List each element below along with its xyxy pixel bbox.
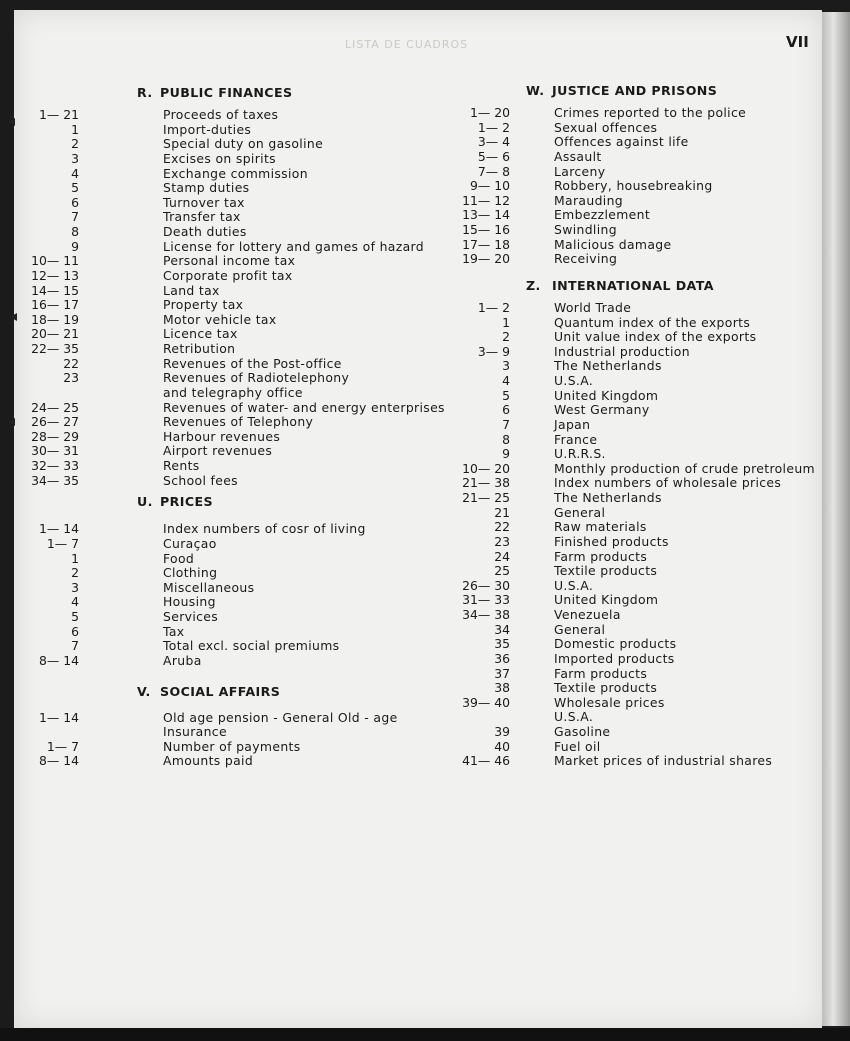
toc-row bbox=[20, 123, 440, 138]
section-heading bbox=[20, 685, 440, 700]
table-title: Corporate profit tax bbox=[163, 267, 293, 283]
toc-row bbox=[440, 150, 820, 165]
table-title: France bbox=[554, 431, 598, 447]
toc-row bbox=[20, 654, 440, 669]
table-title: Farm products bbox=[554, 548, 648, 564]
section-heading bbox=[20, 495, 440, 510]
table-title: Insurance bbox=[163, 724, 227, 740]
table-reference: 41— 46 bbox=[462, 753, 510, 769]
section-letter: U. bbox=[137, 494, 153, 510]
toc-row bbox=[20, 298, 440, 313]
toc-row bbox=[440, 359, 820, 374]
table-title: Revenues of water- and energy enterprises bbox=[163, 399, 445, 415]
table-reference: 4 bbox=[71, 594, 79, 610]
toc-row bbox=[440, 165, 820, 180]
table-reference: 34— 38 bbox=[462, 607, 510, 622]
toc-row bbox=[20, 399, 445, 416]
toc-row bbox=[440, 106, 820, 121]
table-title: Robbery, housebreaking bbox=[554, 178, 713, 194]
toc-row bbox=[20, 444, 440, 459]
table-reference: 28— 29 bbox=[31, 428, 79, 444]
table-title: Services bbox=[163, 609, 219, 624]
section-letter: W. bbox=[526, 83, 545, 98]
table-title: U.S.A. bbox=[554, 709, 594, 725]
table-reference: 8 bbox=[71, 224, 79, 239]
toc-row bbox=[20, 415, 440, 430]
toc-row bbox=[440, 121, 820, 136]
table-title: World Trade bbox=[554, 299, 632, 315]
toc-row bbox=[20, 522, 440, 537]
table-reference: 10— 11 bbox=[31, 253, 79, 269]
toc-row bbox=[20, 566, 440, 581]
table-title: Curaçao bbox=[163, 535, 217, 551]
table-reference: 6 bbox=[71, 194, 79, 210]
table-title: Miscellaneous bbox=[163, 579, 255, 595]
table-title: Marauding bbox=[554, 192, 623, 208]
toc-row bbox=[440, 374, 820, 389]
toc-row bbox=[440, 389, 820, 404]
table-reference: 3— 9 bbox=[477, 343, 510, 359]
table-reference: 31— 33 bbox=[462, 592, 510, 608]
table-reference: 5 bbox=[502, 387, 510, 403]
table-reference: 8— 14 bbox=[39, 753, 79, 769]
toc-row bbox=[440, 238, 820, 253]
toc-row bbox=[20, 474, 440, 489]
toc-row bbox=[440, 725, 820, 740]
table-title: Receiving bbox=[554, 251, 618, 267]
toc-row bbox=[20, 459, 440, 474]
toc-row bbox=[20, 269, 440, 284]
table-reference: 13— 14 bbox=[462, 207, 510, 223]
toc-row bbox=[440, 520, 820, 535]
table-title: Special duty on gasoline bbox=[163, 136, 324, 152]
toc-row bbox=[20, 327, 440, 342]
table-reference: 1 bbox=[502, 314, 510, 330]
table-title: Sexual offences bbox=[554, 119, 658, 135]
table-reference: 37 bbox=[494, 665, 510, 681]
toc-row bbox=[20, 284, 440, 299]
table-reference: 7 bbox=[71, 209, 79, 225]
table-title: Amounts paid bbox=[163, 753, 254, 769]
table-title: Assault bbox=[554, 148, 602, 164]
toc-row bbox=[20, 430, 440, 445]
table-title: School fees bbox=[163, 472, 238, 488]
table-reference: 32— 33 bbox=[31, 458, 79, 473]
toc-row bbox=[20, 196, 440, 211]
table-reference: 7 bbox=[502, 416, 510, 432]
table-title: Tax bbox=[163, 623, 185, 639]
toc-row bbox=[440, 223, 820, 238]
toc-row bbox=[20, 711, 440, 726]
toc-row bbox=[440, 208, 820, 223]
table-reference: 22 bbox=[494, 519, 510, 535]
toc-row bbox=[20, 342, 440, 357]
section-gap bbox=[20, 488, 440, 495]
section-letter: Z. bbox=[526, 277, 541, 293]
toc-row bbox=[440, 579, 820, 594]
table-title: Domestic products bbox=[554, 636, 677, 652]
table-title: Malicious damage bbox=[554, 236, 672, 252]
table-reference: 5 bbox=[71, 609, 79, 624]
heading-spacer bbox=[20, 700, 440, 711]
toc-row bbox=[20, 754, 440, 769]
table-reference: 21 bbox=[494, 504, 510, 520]
toc-row bbox=[440, 135, 820, 150]
table-reference: 10— 20 bbox=[462, 460, 510, 476]
toc-row bbox=[20, 137, 440, 152]
toc-row bbox=[440, 652, 820, 667]
table-title: Monthly production of crude pretroleum bbox=[554, 460, 815, 476]
right-column bbox=[440, 84, 820, 769]
toc-row bbox=[20, 210, 440, 225]
table-title: Embezzlement bbox=[554, 207, 651, 223]
toc-row bbox=[440, 179, 820, 194]
table-title: Imported products bbox=[554, 650, 675, 666]
table-title: Industrial production bbox=[554, 343, 690, 359]
table-reference: 19— 20 bbox=[462, 251, 510, 267]
table-reference: 16— 17 bbox=[31, 297, 79, 313]
table-reference: 6 bbox=[71, 623, 79, 639]
table-reference: 2 bbox=[71, 136, 79, 152]
table-title: Licence tax bbox=[163, 326, 238, 342]
toc-row bbox=[20, 108, 440, 123]
table-reference: 9 bbox=[502, 446, 510, 462]
table-title: License for lottery and games of hazard bbox=[163, 238, 424, 254]
table-reference: 35 bbox=[494, 636, 510, 652]
table-title: Index numbers of cosr of living bbox=[163, 521, 366, 537]
table-title: General bbox=[554, 621, 606, 637]
toc-row bbox=[20, 181, 440, 196]
table-title: Revenues of Telephony bbox=[163, 414, 314, 430]
table-reference: 7— 8 bbox=[477, 163, 510, 179]
table-title: Food bbox=[163, 550, 195, 566]
table-title: Crimes reported to the police bbox=[554, 105, 747, 120]
toc-row bbox=[20, 225, 440, 240]
toc-row bbox=[20, 254, 440, 269]
toc-row bbox=[20, 371, 440, 386]
scanner-bed bbox=[0, 1028, 850, 1041]
table-reference: 5— 6 bbox=[477, 148, 510, 164]
table-reference: 26— 30 bbox=[462, 577, 510, 593]
table-title: Proceeds of taxes bbox=[163, 107, 279, 122]
table-reference: 14— 15 bbox=[31, 282, 79, 298]
table-reference: 1— 7 bbox=[46, 535, 79, 551]
table-title: Quantum index of the exports bbox=[554, 314, 751, 330]
toc-row bbox=[20, 581, 440, 596]
table-title: General bbox=[554, 504, 606, 520]
toc-row bbox=[440, 506, 820, 521]
table-title: Textile products bbox=[554, 680, 658, 696]
toc-row bbox=[20, 386, 440, 401]
table-reference: 6 bbox=[502, 402, 510, 418]
toc-row bbox=[20, 625, 440, 640]
toc-row bbox=[20, 610, 440, 625]
table-reference: 1— 2 bbox=[477, 119, 510, 135]
table-title: Number of payments bbox=[163, 738, 301, 754]
table-reference: 1 bbox=[71, 121, 79, 137]
toc-row bbox=[440, 710, 820, 725]
toc-row bbox=[440, 681, 820, 696]
section-title: SOCIAL AFFAIRS bbox=[160, 683, 281, 699]
table-reference: 22 bbox=[63, 355, 79, 371]
table-title: Old age pension - General Old - age bbox=[163, 709, 398, 725]
table-title: and telegraphy office bbox=[163, 384, 303, 400]
table-title: Exchange commission bbox=[163, 165, 308, 181]
table-reference: 34 bbox=[494, 621, 510, 637]
section-letter: V. bbox=[137, 683, 151, 699]
table-reference: 5 bbox=[71, 180, 79, 196]
table-reference: 12— 13 bbox=[31, 267, 79, 283]
table-title: United Kingdom bbox=[554, 592, 659, 608]
section-gap bbox=[20, 669, 440, 685]
margin-mark bbox=[8, 118, 15, 126]
table-title: Personal income tax bbox=[163, 253, 296, 269]
toc-row bbox=[20, 313, 440, 328]
margin-mark bbox=[8, 418, 15, 426]
table-title: Venezuela bbox=[554, 607, 621, 622]
table-title: The Netherlands bbox=[554, 490, 662, 505]
table-reference: 15— 16 bbox=[462, 222, 510, 237]
table-title: Excises on spirits bbox=[163, 150, 276, 166]
table-reference: 23 bbox=[494, 533, 510, 549]
toc-row bbox=[440, 535, 820, 550]
table-title: U.S.A. bbox=[554, 577, 594, 593]
table-title: Textile products bbox=[554, 563, 658, 579]
table-reference: 4 bbox=[502, 373, 510, 388]
table-title: Raw materials bbox=[554, 519, 647, 535]
table-reference: 3 bbox=[502, 358, 510, 374]
toc-row bbox=[440, 476, 820, 491]
table-reference: 38 bbox=[494, 680, 510, 696]
toc-row bbox=[20, 167, 440, 182]
toc-row bbox=[440, 447, 820, 462]
table-title: Motor vehicle tax bbox=[163, 311, 277, 327]
table-reference: 2 bbox=[502, 329, 510, 345]
toc-row bbox=[440, 403, 820, 418]
table-reference: 1 bbox=[71, 550, 79, 566]
table-title: Larceny bbox=[554, 163, 606, 179]
section-title: PRICES bbox=[160, 494, 213, 510]
toc-row bbox=[440, 754, 820, 769]
table-reference: 30— 31 bbox=[31, 443, 79, 459]
table-title: Finished products bbox=[554, 533, 669, 549]
table-title: Wholesale prices bbox=[554, 694, 665, 710]
table-reference: 3— 4 bbox=[477, 134, 510, 150]
toc-row bbox=[440, 330, 820, 345]
toc-row bbox=[20, 725, 440, 740]
table-reference: 3 bbox=[71, 150, 79, 166]
toc-row bbox=[440, 740, 820, 755]
table-title: West Germany bbox=[554, 402, 650, 418]
toc-row bbox=[20, 152, 440, 167]
table-title: Revenues of Radiotelephony bbox=[163, 370, 350, 386]
table-reference: 8 bbox=[502, 431, 510, 447]
toc-row bbox=[440, 301, 820, 316]
table-title: Import-duties bbox=[163, 121, 252, 137]
table-title: Transfer tax bbox=[163, 209, 241, 225]
toc-row bbox=[20, 240, 440, 255]
toc-row bbox=[440, 667, 820, 682]
section-heading bbox=[440, 279, 820, 294]
table-title: Housing bbox=[163, 594, 216, 610]
table-reference: 36 bbox=[494, 650, 510, 666]
toc-row bbox=[20, 552, 440, 567]
toc-row bbox=[440, 194, 820, 209]
toc-row bbox=[440, 345, 820, 360]
table-reference: 4 bbox=[71, 165, 79, 181]
table-title: Total excl. social premiums bbox=[163, 638, 340, 654]
table-title: Unit value index of the exports bbox=[554, 329, 757, 345]
toc-row bbox=[440, 462, 820, 477]
table-title: U.S.A. bbox=[554, 373, 594, 388]
table-reference: 8— 14 bbox=[39, 652, 79, 668]
table-reference: 1— 14 bbox=[39, 521, 79, 537]
table-reference: 9— 10 bbox=[470, 178, 510, 194]
toc-row bbox=[440, 316, 820, 331]
table-title: The Netherlands bbox=[554, 358, 662, 374]
table-title: Retribution bbox=[163, 341, 236, 356]
toc-row bbox=[440, 637, 820, 652]
page-number: VII bbox=[786, 33, 809, 51]
table-reference: 40 bbox=[494, 738, 510, 754]
section-heading bbox=[440, 84, 820, 99]
table-title: Land tax bbox=[163, 282, 220, 298]
toc-row bbox=[440, 418, 820, 433]
table-title: Aruba bbox=[163, 652, 202, 668]
section-title: JUSTICE AND PRISONS bbox=[552, 83, 718, 98]
bleed-through-header: LISTA DE CUADROS bbox=[345, 38, 469, 51]
table-reference: 21— 25 bbox=[462, 490, 510, 505]
table-title: Gasoline bbox=[554, 724, 611, 739]
table-title: Index numbers of wholesale prices bbox=[554, 475, 782, 491]
table-title: Rents bbox=[163, 458, 200, 473]
table-reference: 17— 18 bbox=[462, 236, 510, 252]
table-title: Death duties bbox=[163, 224, 247, 239]
table-title: Turnover tax bbox=[163, 194, 245, 210]
toc-row bbox=[440, 550, 820, 565]
left-column bbox=[20, 85, 445, 769]
toc-row bbox=[440, 623, 820, 638]
section-title: PUBLIC FINANCES bbox=[160, 85, 293, 100]
table-title: United Kingdom bbox=[554, 387, 659, 403]
toc-row bbox=[440, 491, 820, 506]
table-reference: 20— 21 bbox=[31, 326, 79, 342]
table-reference: 22— 35 bbox=[31, 341, 79, 356]
table-title: Swindling bbox=[554, 222, 617, 237]
page-edge bbox=[822, 12, 850, 1026]
table-reference: 18— 19 bbox=[31, 311, 79, 327]
toc-row bbox=[440, 696, 820, 711]
toc-row bbox=[440, 608, 820, 623]
table-title: Property tax bbox=[163, 297, 244, 313]
table-reference: 3 bbox=[71, 579, 79, 595]
table-reference: 1— 20 bbox=[470, 105, 510, 120]
toc-row bbox=[440, 252, 820, 267]
table-title: Market prices of industrial shares bbox=[554, 753, 773, 769]
table-reference: 11— 12 bbox=[462, 192, 510, 208]
table-reference: 26— 27 bbox=[31, 414, 79, 430]
table-reference: 39 bbox=[494, 724, 510, 739]
table-reference: 23 bbox=[63, 370, 79, 386]
table-reference: 1— 21 bbox=[39, 107, 79, 122]
table-title: Japan bbox=[554, 416, 591, 432]
toc-row bbox=[20, 639, 440, 654]
table-reference: 7 bbox=[71, 638, 79, 654]
table-reference: 25 bbox=[494, 563, 510, 579]
table-title: Farm products bbox=[554, 665, 648, 681]
toc-row bbox=[440, 564, 820, 579]
table-reference: 24— 25 bbox=[31, 399, 79, 415]
table-reference: 1— 14 bbox=[39, 709, 79, 725]
toc-row bbox=[440, 593, 820, 608]
section-title: INTERNATIONAL DATA bbox=[552, 277, 714, 293]
toc-row bbox=[20, 537, 440, 552]
section-heading bbox=[20, 86, 440, 101]
table-title: Clothing bbox=[163, 565, 218, 581]
table-reference: 24 bbox=[494, 548, 510, 564]
table-reference: 1— 2 bbox=[477, 299, 510, 315]
toc-row bbox=[20, 357, 440, 372]
table-reference: 21— 38 bbox=[462, 475, 510, 491]
table-title: Fuel oil bbox=[554, 738, 601, 754]
table-reference: 34— 35 bbox=[31, 472, 79, 488]
table-reference: 39— 40 bbox=[462, 694, 510, 710]
section-letter: R. bbox=[137, 85, 153, 100]
table-reference: 2 bbox=[71, 565, 79, 581]
toc-row bbox=[20, 740, 440, 755]
table-title: Offences against life bbox=[554, 134, 689, 150]
table-title: Harbour revenues bbox=[163, 428, 281, 444]
table-reference: 1— 7 bbox=[46, 738, 79, 754]
table-title: Airport revenues bbox=[163, 443, 273, 459]
table-title: Revenues of the Post-office bbox=[163, 355, 342, 371]
toc-row bbox=[440, 433, 820, 448]
toc-row bbox=[20, 595, 440, 610]
table-title: Stamp duties bbox=[163, 180, 250, 196]
margin-mark bbox=[10, 313, 17, 321]
table-title: U.R.R.S. bbox=[554, 446, 606, 462]
table-reference: 9 bbox=[71, 238, 79, 254]
